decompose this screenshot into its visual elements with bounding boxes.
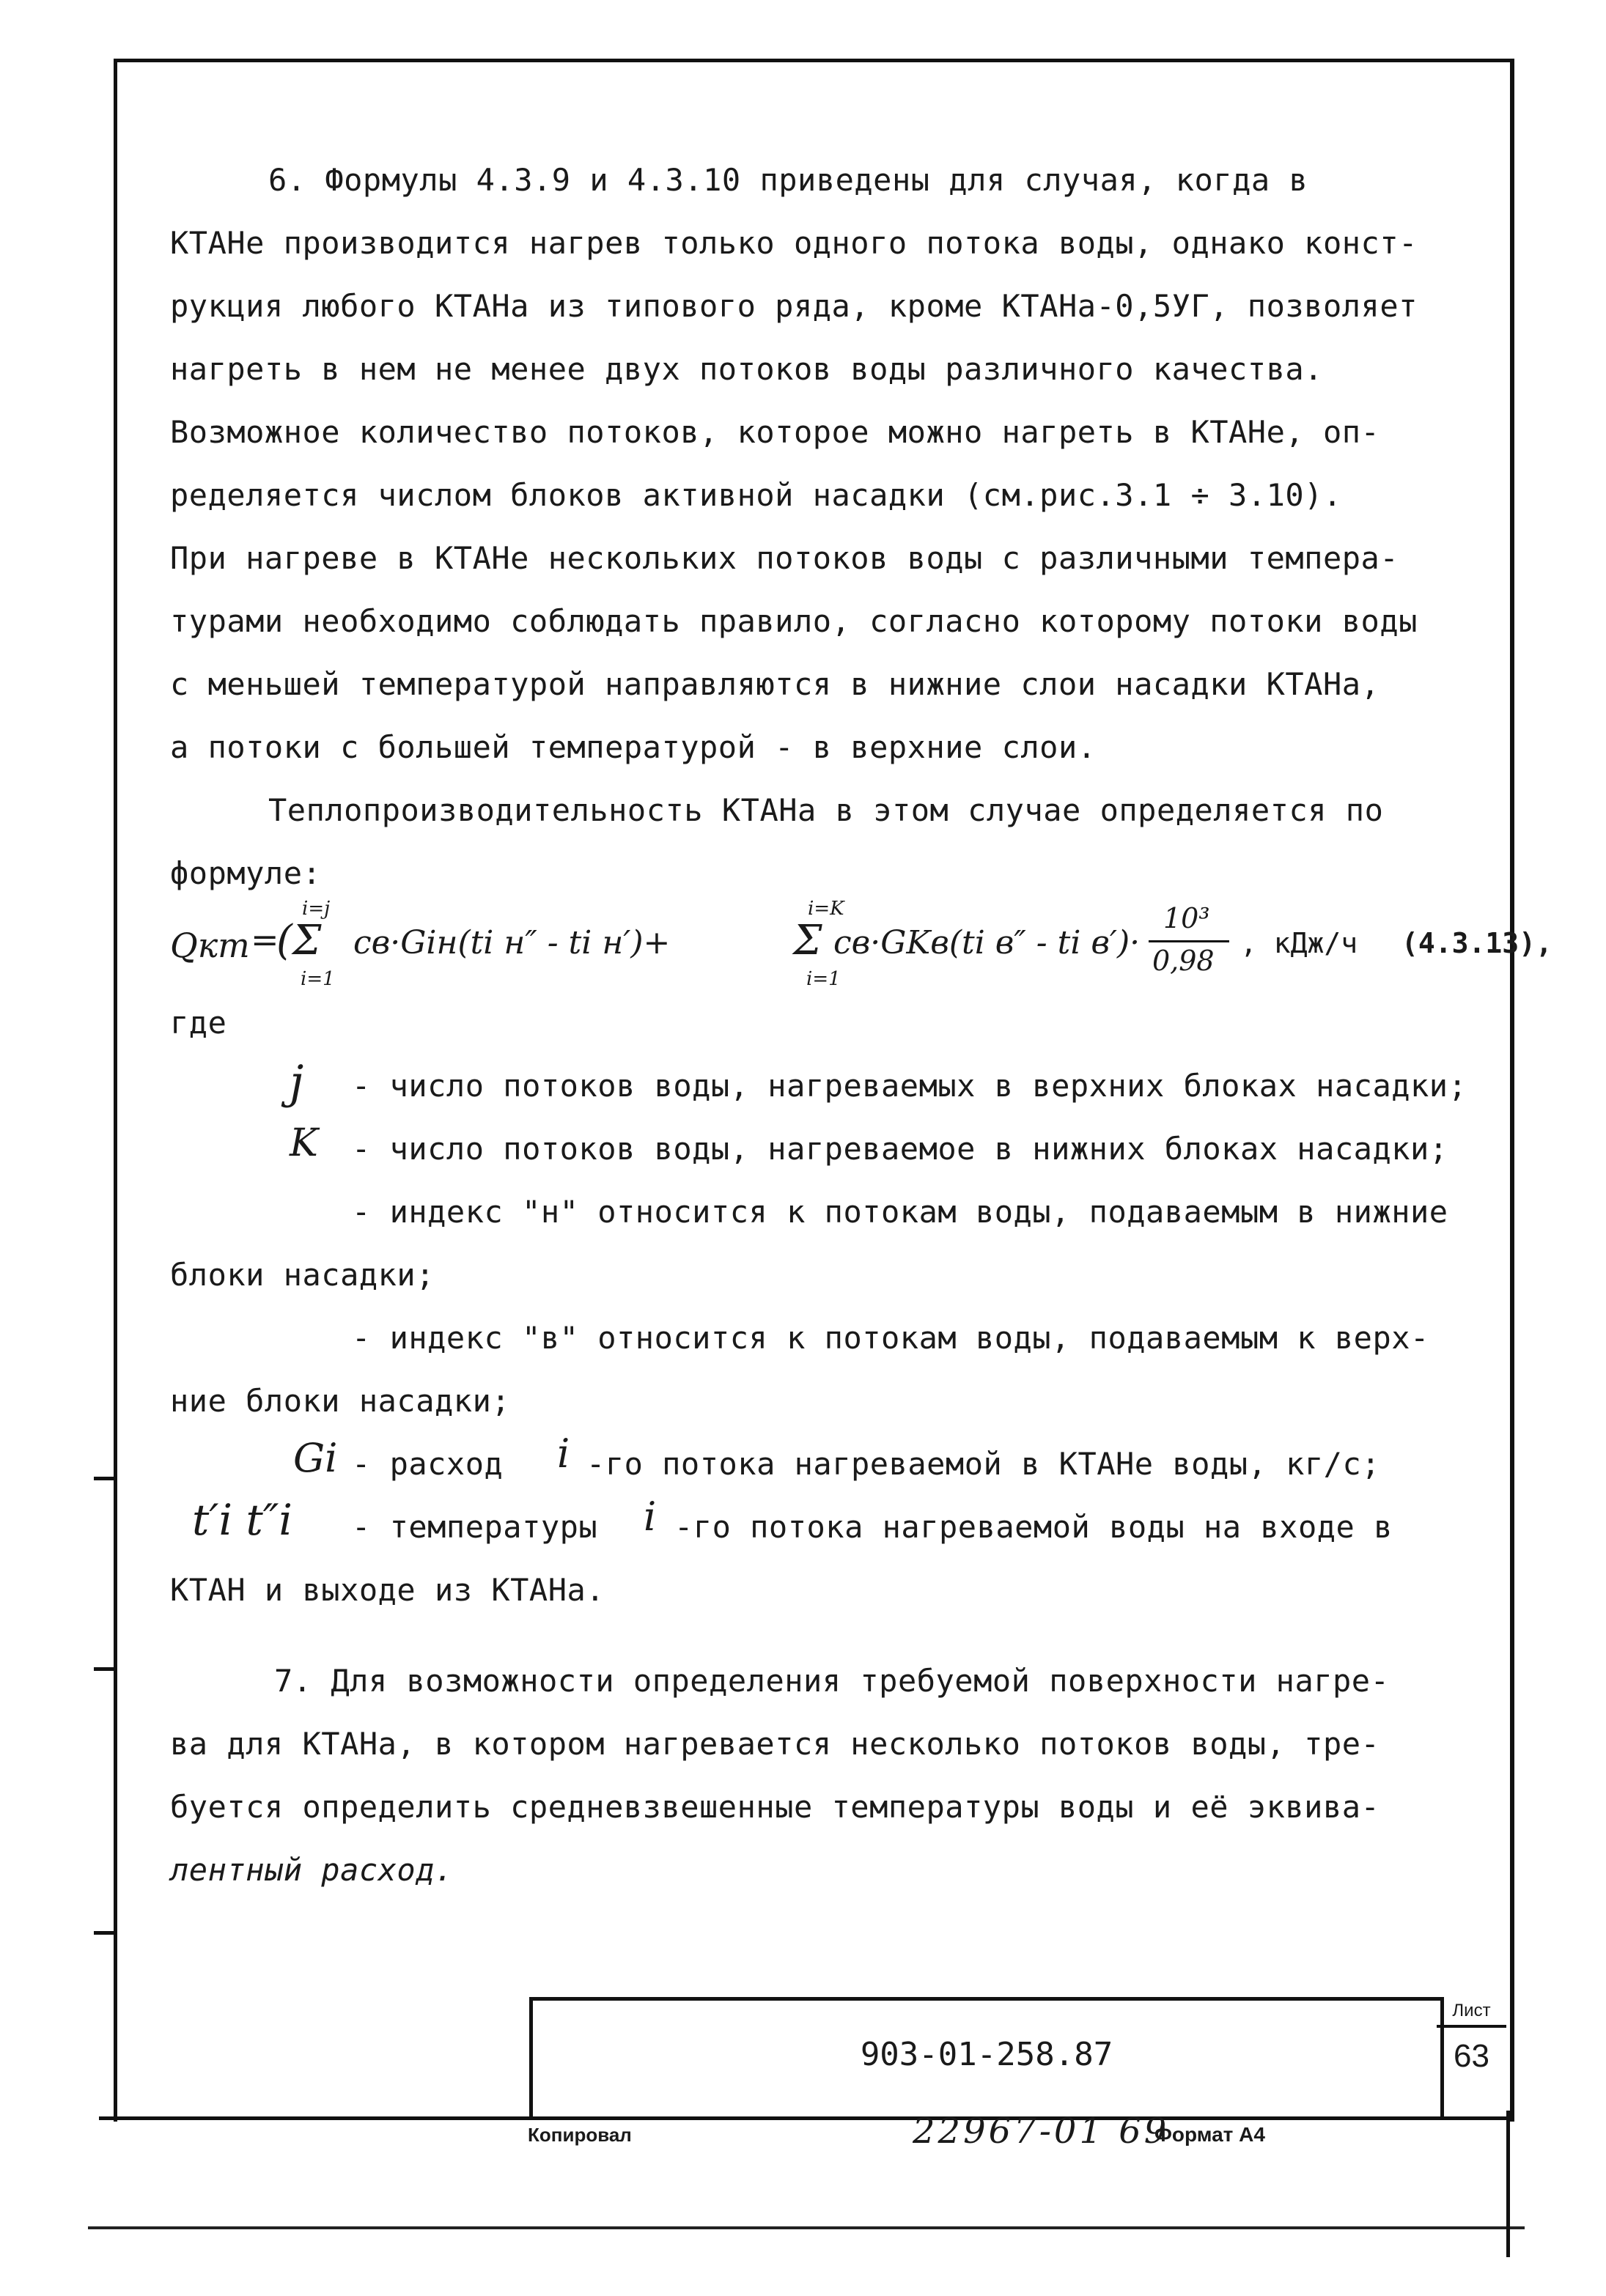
formula-unit: , кДж/ч bbox=[1240, 927, 1358, 959]
text-line: с меньшей температурой направляются в нижние слои насадки КТАНа, bbox=[170, 666, 1380, 702]
text-line: -го потока нагреваемой в КТАНе воды, кг/с; bbox=[586, 1446, 1381, 1482]
text-line: - температуры bbox=[352, 1509, 598, 1545]
frame-right-extension bbox=[1506, 2111, 1510, 2257]
text-line: а потоки с большей температурой - в верхние слои. bbox=[170, 729, 1097, 765]
symbol-g: Gi bbox=[293, 1435, 338, 1481]
formula-sum-2-top: i=K bbox=[808, 898, 844, 920]
text-line: - число потоков воды, нагреваемых в верхних блоках насадки; bbox=[352, 1068, 1467, 1104]
formula-sum-2: Σ bbox=[793, 917, 822, 964]
text-line: - индекс "в" относится к потокам воды, подаваемым к верх- bbox=[352, 1320, 1429, 1356]
text-line: турами необходимо соблюдать правило, согласно которому потоки воды bbox=[170, 603, 1418, 639]
fraction-bar bbox=[1149, 940, 1229, 942]
formula-term-1: cв·Giн(ti н″ - ti н′)+ bbox=[353, 924, 671, 961]
margin-tick bbox=[94, 1477, 117, 1480]
text-line: При нагреве в КТАНе нескольких потоков воды с различными темпера- bbox=[170, 540, 1399, 576]
formula-4-3-13 bbox=[170, 898, 1552, 993]
sheet-number: 63 bbox=[1454, 2038, 1489, 2074]
document-number: 903-01-258.87 bbox=[860, 2036, 1113, 2073]
sheet-bottom-rule bbox=[88, 2226, 1525, 2229]
text-line: Возможное количество потоков, которое можно нагреть в КТАНе, оп- bbox=[170, 414, 1380, 450]
symbol-i: i bbox=[644, 1494, 657, 1540]
formula-sum-1: (Σ bbox=[276, 917, 322, 964]
format-label: Формат А4 bbox=[1154, 2123, 1265, 2146]
copied-label: Копировал bbox=[528, 2124, 632, 2146]
text-line: ва для КТАНа, в котором нагревается несколько потоков воды, тре- bbox=[170, 1726, 1380, 1762]
text-line: лентный расход. bbox=[170, 1852, 454, 1888]
text-line: - индекс "н" относится к потокам воды, подаваемым в нижние bbox=[352, 1194, 1448, 1230]
formula-number: (4.3.13), bbox=[1401, 927, 1552, 959]
text-line: блоки насадки; bbox=[170, 1257, 435, 1293]
formula-equals: = bbox=[251, 920, 279, 959]
text-line: рукция любого КТАНа из типового ряда, кроме КТАНа-0,5УГ, позволяет bbox=[170, 288, 1418, 324]
text-line: буется определить средневзвешенные температуры воды и её эквива- bbox=[170, 1789, 1380, 1825]
text-line: Теплопроизводительность КТАНа в этом случае определяется по bbox=[268, 792, 1384, 828]
symbol-t: t′i t″i bbox=[192, 1495, 292, 1545]
symbol-j: j bbox=[290, 1055, 304, 1109]
formula-sum-2-bottom: i=1 bbox=[806, 968, 841, 990]
text-line: КТАН и выходе из КТАНа. bbox=[170, 1572, 605, 1608]
symbol-k: K bbox=[290, 1121, 318, 1165]
text-line: 6. Формулы 4.3.9 и 4.3.10 приведены для случая, когда в bbox=[268, 162, 1308, 198]
symbol-i: i bbox=[557, 1431, 570, 1477]
where-label: где bbox=[170, 1005, 227, 1041]
text-line: ние блоки насадки; bbox=[170, 1383, 511, 1419]
text-line: - расход bbox=[352, 1446, 504, 1482]
formula-term-2: cв·GKв(ti в″ - ti в′)· bbox=[833, 924, 1141, 961]
text-line: -го потока нагреваемой воды на входе в bbox=[674, 1509, 1393, 1545]
handwritten-number: 22967-01 69 bbox=[913, 2111, 1170, 2152]
text-line: формуле: bbox=[170, 855, 322, 891]
formula-fraction-numerator: 10³ bbox=[1163, 902, 1210, 934]
sheet-label: Лист bbox=[1437, 1997, 1506, 2028]
text-line: 7. Для возможности определения требуемой поверхности нагре- bbox=[274, 1663, 1390, 1699]
formula-fraction-denominator: 0,98 bbox=[1152, 945, 1215, 977]
text-line: нагреть в нем не менее двух потоков воды различного качества. bbox=[170, 351, 1323, 387]
formula-sum-1-bottom: i=1 bbox=[301, 968, 335, 990]
margin-tick bbox=[94, 1667, 117, 1671]
margin-tick bbox=[94, 1931, 117, 1935]
text-line: - число потоков воды, нагреваемое в нижних блоках насадки; bbox=[352, 1131, 1448, 1167]
sheet-box bbox=[1437, 1997, 1506, 2114]
formula-sum-1-top: i=j bbox=[302, 898, 331, 920]
text-line: ределяется числом блоков активной насадки (см.рис.3.1 ÷ 3.10). bbox=[170, 477, 1342, 513]
title-block bbox=[529, 1997, 1444, 2118]
formula-lhs: Qкт bbox=[170, 926, 250, 965]
text-line: КТАНе производится нагрев только одного потока воды, однако конст- bbox=[170, 225, 1418, 261]
